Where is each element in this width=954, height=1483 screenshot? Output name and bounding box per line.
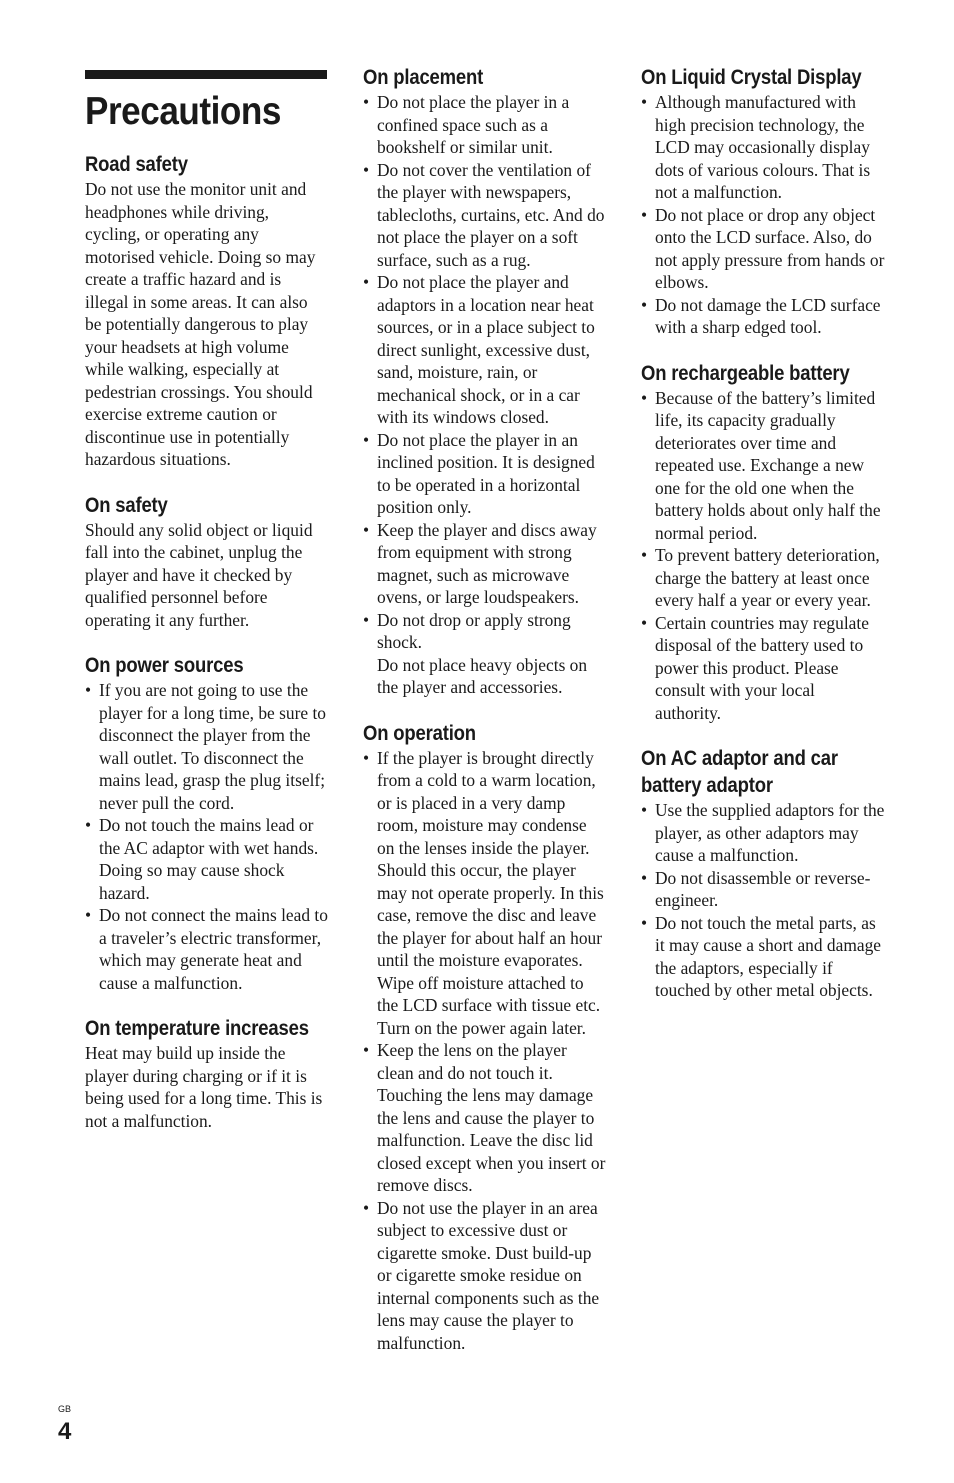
bullet-list xyxy=(641,387,885,725)
section-ac-adaptor xyxy=(641,745,885,1002)
list-item: • Do not connect the mains lead to a traveler’s electric transformer, which may generate heat and cause a malfunction. xyxy=(85,904,328,994)
section-rechargeable-battery xyxy=(641,360,885,725)
list-item: • Do not place the player and adaptors in a location near heat sources, or in a place subject to direct sunlight, excessive dust, sand, moisture, rain, or mechanical shock, or in a car with its windows closed. xyxy=(363,271,607,429)
list-item: • Although manufactured with high precision technology, the LCD may occasionally display dots of various colours. That is not a malfunction. xyxy=(641,91,885,204)
section-text: Should any solid object or liquid fall into the cabinet, unplug the player and have it checked by qualified personnel before operating it any further. xyxy=(85,519,313,630)
section-temperature xyxy=(85,1015,328,1132)
list-item xyxy=(363,609,607,699)
section-text: Heat may build up inside the player during charging or if it is being used for a long time. This is not a malfunction. xyxy=(85,1043,323,1131)
column-left xyxy=(85,64,328,1153)
section-heading: On AC adaptor and car battery adaptor xyxy=(641,747,838,797)
list-item: • Do not use the player in an area subject to excessive dust or cigarette smoke. Dust build-up or cigarette smoke residue on internal components such as the lens may cause the player to malfunction. xyxy=(363,1197,607,1355)
section-heading: On rechargeable battery xyxy=(641,361,850,385)
language-code: GB xyxy=(58,1404,72,1414)
list-item: • Do not touch the metal parts, as it may cause a short and damage the adaptors, especially if touched by other metal objects. xyxy=(641,912,885,1002)
page-title: Precautions xyxy=(85,90,281,133)
section-heading: On temperature increases xyxy=(85,1017,309,1040)
list-item: • Keep the lens on the player clean and do not touch it. Touching the lens may damage the lens and cause the player to malfunction. Leave the disc lid closed except when you insert or remove discs. xyxy=(363,1039,607,1197)
list-item: • Do not disassemble or reverse-engineer. xyxy=(641,867,885,912)
section-heading: On placement xyxy=(363,66,484,89)
list-item: • Use the supplied adaptors for the player, as other adaptors may cause a malfunction. xyxy=(641,799,885,867)
page-footer xyxy=(58,1404,71,1446)
list-item: • Do not touch the mains lead or the AC adaptor with wet hands. Doing so may cause shock hazard. xyxy=(85,814,328,904)
list-item: • Do not place the player in a confined space such as a bookshelf or similar unit. xyxy=(363,91,607,159)
list-item: • Do not damage the LCD surface with a sharp edged tool. xyxy=(641,294,885,339)
list-item-text: Do not drop or apply strong shock. xyxy=(377,609,571,652)
section-on-safety xyxy=(85,492,328,632)
bullet-list xyxy=(363,91,607,699)
list-item: • Do not cover the ventilation of the player with newspapers, tablecloths, curtains, etc. And do not place the player on a soft surface, such as a rug. xyxy=(363,159,607,272)
list-item: • Do not place the player in an inclined position. It is designed to be operated in a horizontal position only. xyxy=(363,429,607,519)
column-middle xyxy=(363,64,607,1375)
list-item: • Because of the battery’s limited life, its capacity gradually deteriorates over time and repeated use. Exchange a new one for the old one when the battery holds about only half the normal period. xyxy=(641,387,885,545)
section-heading: On operation xyxy=(363,721,476,745)
section-text: Do not use the monitor unit and headphones while driving, cycling, or operating any motorised vehicle. Doing so may create a traffic hazard and is illegal in some areas. It can also be potentially dangerous to play your headsets at high volume while walking, especially at pedestrian crossings. You should exercise extreme caution or discontinue use in potentially hazardous situations. xyxy=(85,179,316,469)
list-item: • If you are not going to use the player for a long time, be sure to disconnect the player from the wall outlet. To disconnect the mains lead, grasp the plug itself; never pull the cord. xyxy=(85,679,328,814)
list-item: • Do not place or drop any object onto the LCD surface. Also, do not apply pressure from hands or elbows. xyxy=(641,204,885,294)
page-number: 4 xyxy=(58,1418,72,1445)
column-right xyxy=(641,64,885,1023)
section-power-sources xyxy=(85,652,328,994)
list-item: • If the player is brought directly from a cold to a warm location, or is placed in a very damp room, moisture may condense on the lenses inside the player. Should this occur, the player may not operate properly. In this case, remove the disc and leave the player for about half an hour until the moisture evaporates. Wipe off moisture attached to the LCD surface with tissue etc. Turn on the power again later. xyxy=(363,747,607,1040)
section-heading: On Liquid Crystal Display xyxy=(641,66,862,89)
list-item: • Certain countries may regulate disposal of the battery used to power this product. Please consult with your local authority. xyxy=(641,612,885,725)
section-heading: Road safety xyxy=(85,153,188,176)
section-heading: On safety xyxy=(85,493,168,517)
section-lcd xyxy=(641,64,885,339)
bullet-list xyxy=(641,799,885,1002)
section-heading: On power sources xyxy=(85,654,244,677)
list-item: • To prevent battery deterioration, charge the battery at least once every half a year or every year. xyxy=(641,544,885,612)
list-item: • Keep the player and discs away from equipment with strong magnet, such as microwave ovens, or large loudspeakers. xyxy=(363,519,607,609)
bullet-list xyxy=(641,91,885,339)
section-road-safety xyxy=(85,151,328,471)
section-operation xyxy=(363,720,607,1355)
list-item-extra-text: Do not place heavy objects on the player and accessories. xyxy=(377,654,588,697)
bullet-list xyxy=(363,747,607,1355)
title-rule xyxy=(85,70,327,79)
bullet-list xyxy=(85,679,328,994)
section-placement xyxy=(363,64,607,699)
